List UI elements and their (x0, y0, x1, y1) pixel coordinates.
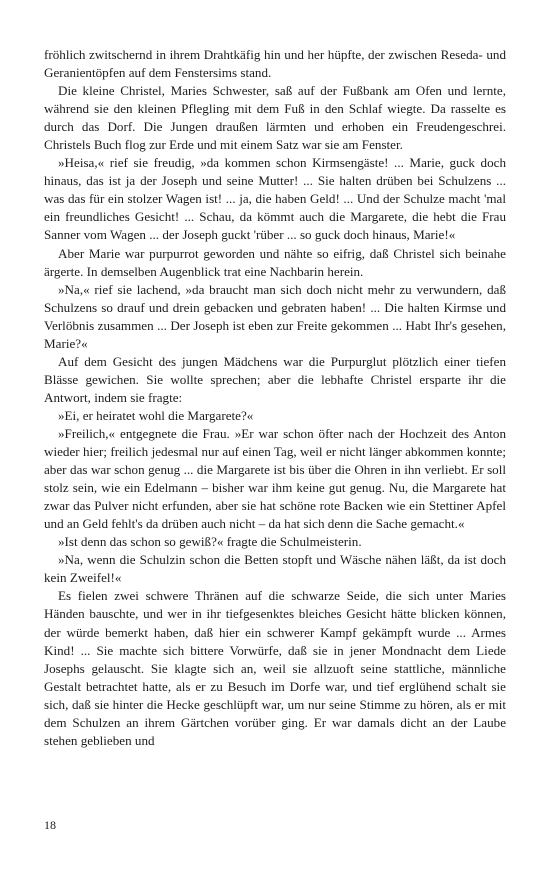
paragraph: »Ei, er heiratet wohl die Margarete?« (58, 407, 254, 423)
paragraph: Aber Marie war purpurrot geworden und nähte so eifrig, daß Christel sich beinahe ärgerte. In demselben Augenblick trat eine Nachbarin herein. (44, 245, 506, 279)
paragraph: »Na,« rief sie lachend, »da braucht man sich doch nicht mehr zu verwundern, daß Schulzens so drauf und drein gebacken und gebraten haben! ... Die halten Kirmse und Verlöbnis zusammen ... Der Joseph ist eben zur Freite gekommen ... Habt Ihr's gesehen, Marie?« (44, 281, 506, 351)
paragraph: »Na, wenn die Schulzin schon die Betten stopft und Wäsche nähen läßt, da ist doch kein Zweifel!« (44, 552, 506, 586)
paragraph: fröhlich zwitschernd in ihrem Drahtkäfig hin und her hüpfte, der zwischen Reseda- und Geranientöpfen auf dem Fenstersims stand. (44, 47, 506, 81)
paragraph: Die kleine Christel, Maries Schwester, saß auf der Fußbank am Ofen und lernte, während sie den kleinen Pflegling mit dem Fuß in den Schlaf wiegte. Da rasselte es durch das Dorf. Die Jungen draußen lärmten und erhoben ein Freudengeschrei. Christels Buch flog zur Erde und mit einem Satz war sie am Fenster. (44, 83, 506, 153)
paragraph: »Ist denn das schon so gewiß?« fragte die Schulmeisterin. (58, 534, 362, 550)
paragraph: »Freilich,« entgegnete die Frau. »Er war schon öfter nach der Hochzeit des Anton wieder hier; freilich jedesmal nur auf einen Tag, weil er nicht länger abkommen konnte; aber das war schon genug ... die Margarete ist bis über die Ohren in ihn verliebt. Er soll stolz sein, wie ein Edelmann – bisher war ihm keine gut genug. Nu, die Margarete hat zwar das Pulver nicht erfunden, aber sie hat schöne rote Backen wie ein Stettiner Apfel und an Geld fehlt's da drüben auch nicht – da hat sich denn die Sache gemacht.« (44, 425, 506, 532)
paragraph: Es fielen zwei schwere Thränen auf die schwarze Seide, die sich unter Maries Händen bauschte, und wer in ihr tiefgesenktes bleiches Gesicht hätte blicken können, der würde bemerkt haben, daß hier ein schwerer Kampf gekämpft wurde ... Armes Kind! ... Sie machte sich bittere Vorwürfe, daß sie in jener Mondnacht dem Liede Josephs gelauscht. Sie klagte sich an, weil sie allzuoft seine stattliche, männliche Gestalt betrachtet hatte, als er zu Besuch im Dorfe war, und tief erglühend schalt sie sich, daß sie hinter die Hecke geschlüpft war, um nur seine Stimme zu hören, als er mit dem Schulzen an ihrem Gärtchen vorüber ging. Er war damals dicht an der Laube stehen geblieben und (44, 588, 506, 748)
book-page-body (44, 46, 506, 750)
paragraph: »Heisa,« rief sie freudig, »da kommen schon Kirmsengäste! ... Marie, guck doch hinaus, das ist ja der Joseph und seine Mutter! ... Sie halten drüben bei Schulzens ... was das für ein stolzer Wagen ist! ... ja, die haben Geld! ... Und der Schulze macht 'mal ein freundliches Gesicht! ... Schau, da kömmt auch die Margarete, die hebt die Frau Sanner vom Wagen ... der Joseph guckt 'rüber ... so guck doch hinaus, Marie!« (44, 155, 506, 243)
paragraph: Auf dem Gesicht des jungen Mädchens war die Purpurglut plötzlich einer tiefen Blässe gewichen. Sie wollte sprechen; aber die lebhafte Christel ersparte ihr die Antwort, indem sie fragte: (44, 353, 506, 405)
page-number: 18 (44, 818, 56, 832)
